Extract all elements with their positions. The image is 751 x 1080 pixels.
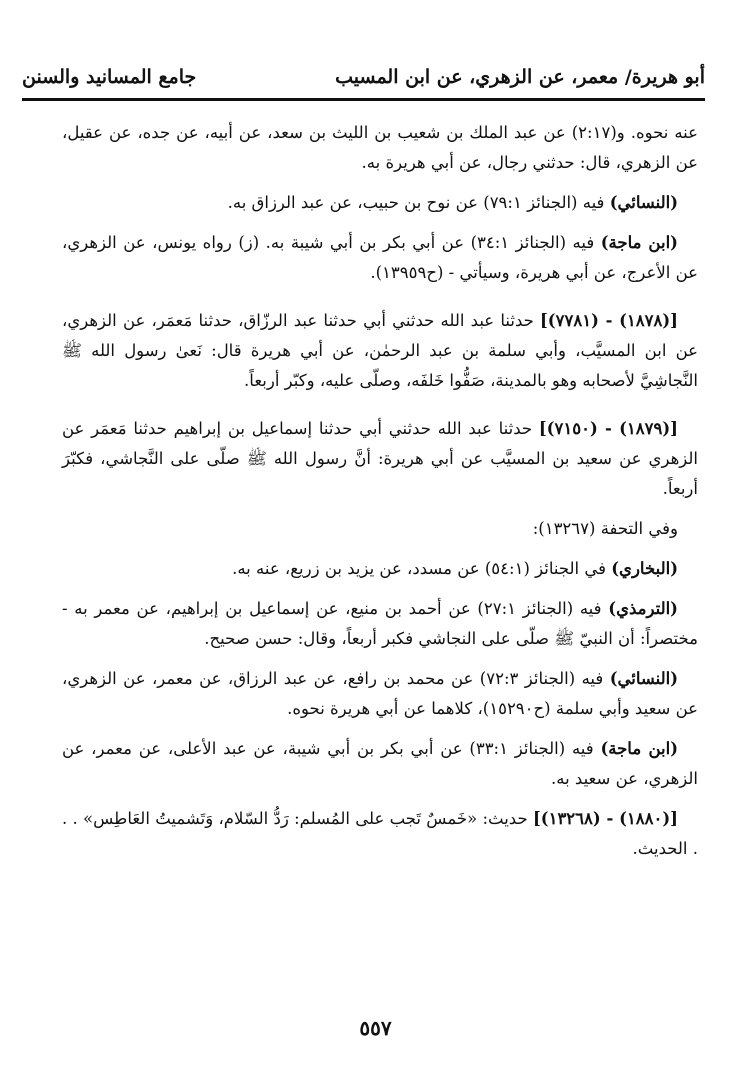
paragraph: (ابن ماجة) فيه (الجنائز ٣٣:١) عن أبي بكر بن أبي شيبة، عن عبد الأعلى، عن معمر، عن الزهري، عن سعيد به.: [62, 739, 698, 788]
paragraph: عنه نحوه. و(٢:١٧) عن عبد الملك بن شعيب بن الليث بن سعد، عن أبيه، عن جده، عن عقيل، عن الزهري، قال: حدثني رجال، عن أبي هريرة به.: [62, 123, 698, 172]
paragraph: (البخاري) في الجنائز (٥٤:١) عن مسدد، عن يزيد بن زريع، عنه به.: [232, 559, 678, 578]
page-number: ٥٥٧: [359, 1016, 392, 1040]
running-header: [22, 58, 705, 101]
hadith-entry: [(١٨٧٩) - (٧١٥٠)] حدثنا عبد الله حدثني أبي حدثنا إسماعيل بن إبراهيم حدثنا مَعمَر عن الزهري عن سعيد بن المسيَّب عن أبي هريرة: أنَّ رسول الله ﷺ صلّى على النَّجاشي، فكبّرَ أربعاً.: [62, 419, 698, 498]
hadith-entry: [(١٨٨٠) - (١٣٢٦٨)] حديث: «خَمسٌ تَجب على المُسلم: رَدُّ السّلام، وَتَشميتُ العَاطِس» . . . الحديث.: [62, 809, 698, 858]
source-label: (ابن ماجة): [600, 739, 678, 758]
paragraph: وفي التحفة (١٣٢٦٧):: [532, 519, 678, 538]
hadith-number: [(١٨٧٨) - (٧٧٨١)]: [540, 311, 678, 330]
source-label: (ابن ماجة): [600, 233, 678, 252]
paragraph: (النسائي) فيه (الجنائز ٧٩:١) عن نوح بن حبيب، عن عبد الرزاق به.: [227, 193, 678, 212]
paragraph: (ابن ماجة) فيه (الجنائز ٣٤:١) عن أبي بكر بن أبي شيبة به. (ز) رواه يونس، عن الزهري، عن الأعرج، عن أبي هريرة، وسيأتي - (ح١٣٩٥٩).: [62, 233, 698, 282]
source-label: (النسائي): [609, 193, 678, 212]
paragraph: (النسائي) فيه (الجنائز ٧٢:٣) عن محمد بن رافع، عن عبد الرزاق، عن معمر، عن الزهري، عن سعيد وأبي سلمة (ح١٥٢٩٠)، كلاهما عن أبي هريرة نحوه.: [62, 669, 698, 718]
hadith-number: [(١٨٧٩) - (٧١٥٠)]: [538, 419, 678, 438]
header-chapter-title: أبو هريرة/ معمر، عن الزهري، عن ابن المسيب: [335, 66, 705, 88]
header-book-title: جامع المسانيد والسنن: [22, 66, 197, 88]
source-label: (البخاري): [611, 559, 678, 578]
hadith-entry: [(١٨٧٨) - (٧٧٨١)] حدثنا عبد الله حدثني أبي حدثنا عبد الرزّاق، حدثنا مَعمَر، عن الزهري، عن ابن المسيَّب، وأبي سلمة بن عبد الرحمٰن، عن أبي هريرة قال: نَعىٰ رسول الله ﷺ النَّجاشِيَّ لأصحابه وهو بالمدينة، صَفُّوا خَلفَه، وصلّى عليه، وكبّر أربعاً.: [62, 311, 698, 390]
source-label: (الترمذي): [608, 599, 678, 618]
hadith-number: [(١٨٨٠) - (١٣٢٦٨)]: [532, 809, 678, 828]
paragraph: (الترمذي) فيه (الجنائز ٢٧:١) عن أحمد بن منيع، عن إسماعيل بن إبراهيم، عن معمر به - مختصراً: أن النبيّ ﷺ صلّى على النجاشي فكبر أربعاً، وقال: حسن صحيح.: [62, 599, 698, 648]
page-body: [62, 118, 698, 874]
source-label: (النسائي): [609, 669, 678, 688]
